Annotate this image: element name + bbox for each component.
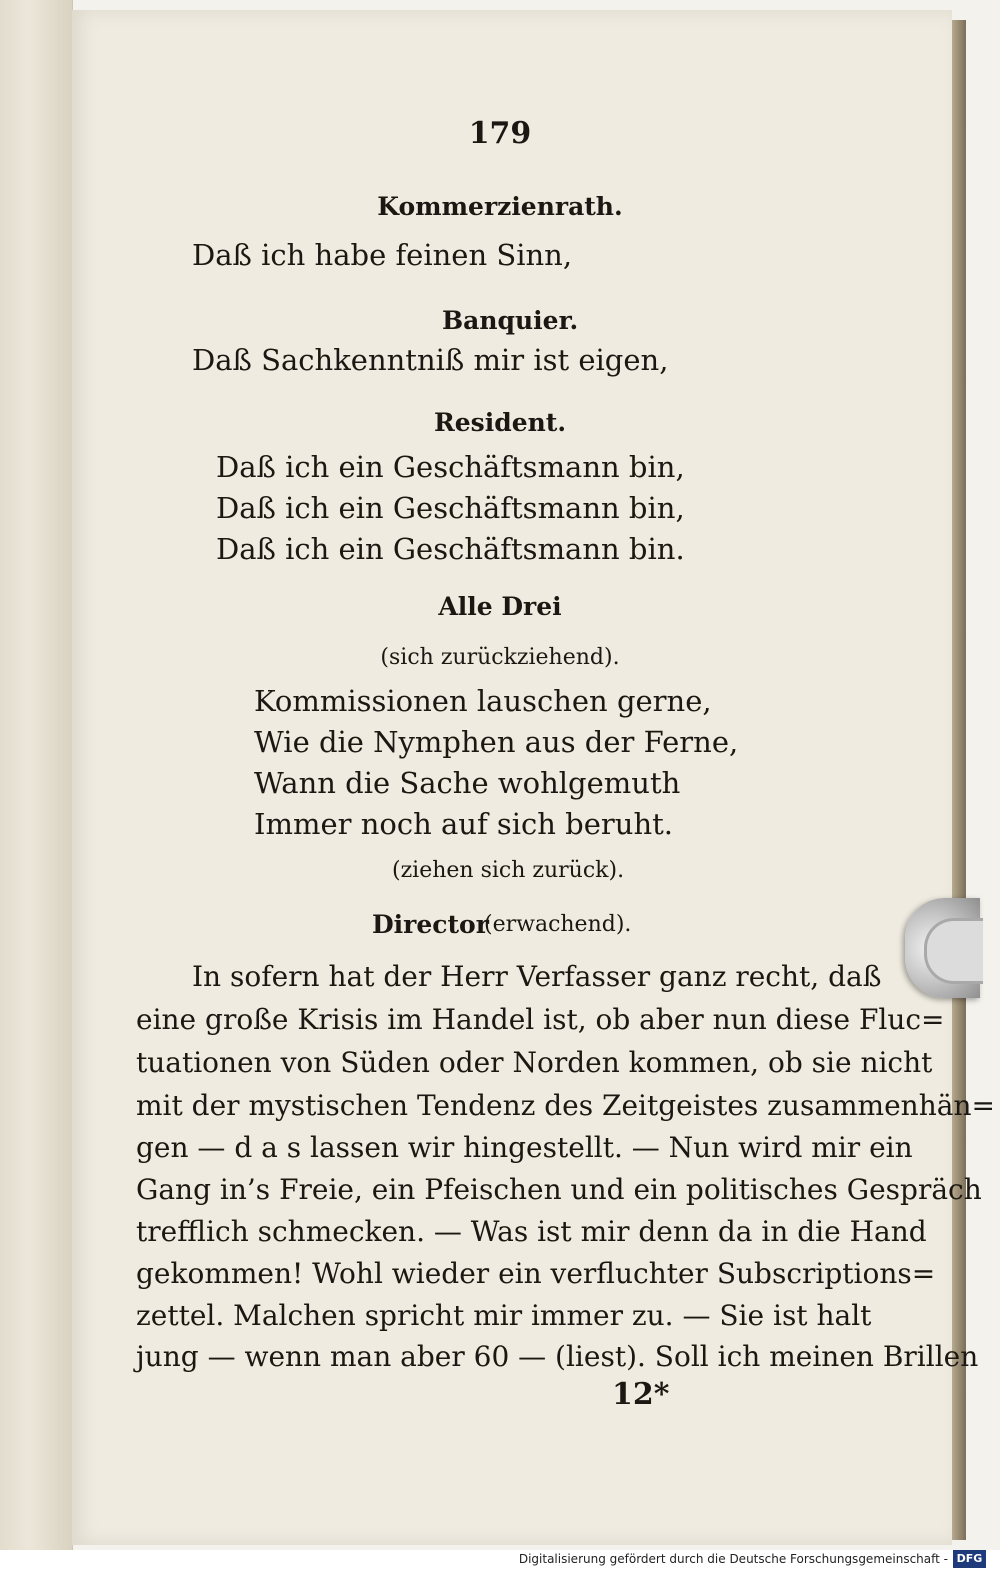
stage-direction: (sich zurückziehend). <box>380 645 620 670</box>
verse-line: Daß ich ein Geschäftsmann bin, <box>216 491 685 525</box>
verse-line: Wann die Sache wohlgemuth <box>254 766 681 800</box>
prose-line: jung — wenn man aber 60 — (liest). Soll ich meinen Brillen <box>136 1340 979 1373</box>
signature-mark: 12* <box>612 1377 670 1412</box>
verse-line: Daß ich ein Geschäftsmann bin. <box>216 532 685 566</box>
prose-line: gekommen! Wohl wieder ein verfluchter Subscriptions= <box>136 1257 936 1290</box>
speaker-director: Director <box>372 910 489 939</box>
stage-direction: (erwachend). <box>484 912 632 937</box>
prose-line: trefflich schmecken. — Was ist mir denn da in die Hand <box>136 1215 927 1248</box>
verse-line: Daß ich habe feinen Sinn, <box>192 238 573 272</box>
prose-line: gen — d a s lassen wir hingestellt. — Nun wird mir ein <box>136 1131 913 1164</box>
speaker-resident: Resident. <box>433 408 567 437</box>
speaker-banquier: Banquier. <box>442 306 579 335</box>
page-number: 179 <box>468 116 532 151</box>
dfg-logo: DFG <box>953 1550 986 1568</box>
speaker-alle-drei: Alle Drei <box>438 592 562 621</box>
prose-line: zettel. Malchen spricht mir immer zu. — Sie ist halt <box>136 1299 872 1332</box>
left-page-stack <box>0 0 73 1550</box>
verse-line: Daß Sachkenntniß mir ist eigen, <box>192 343 669 377</box>
speaker-kommerzienrath: Kommerzienrath. <box>377 192 623 221</box>
verse-line: Wie die Nymphen aus der Ferne, <box>254 725 739 759</box>
verse-line: Daß ich ein Geschäftsmann bin, <box>216 450 685 484</box>
verse-line: Immer noch auf sich beruht. <box>254 807 673 841</box>
prose-line: eine große Krisis im Handel ist, ob aber nun diese Fluc= <box>136 1003 945 1036</box>
footer-credit: Digitalisierung gefördert durch die Deutsche Forschungsgemeinschaft - <box>518 1552 948 1566</box>
prose-line: mit der mystischen Tendenz des Zeitgeistes zusammenhän= <box>136 1089 995 1122</box>
stage-direction: (ziehen sich zurück). <box>392 858 625 883</box>
prose-line: Gang in’s Freie, ein Pfeischen und ein politisches Gespräch <box>136 1173 982 1206</box>
page-edge <box>952 20 966 1540</box>
page-clip-inner <box>924 918 983 984</box>
verse-line: Kommissionen lauschen gerne, <box>254 684 712 718</box>
prose-line: tuationen von Süden oder Norden kommen, ob sie nicht <box>136 1046 933 1079</box>
prose-line: In sofern hat der Herr Verfasser ganz recht, daß <box>192 960 882 993</box>
